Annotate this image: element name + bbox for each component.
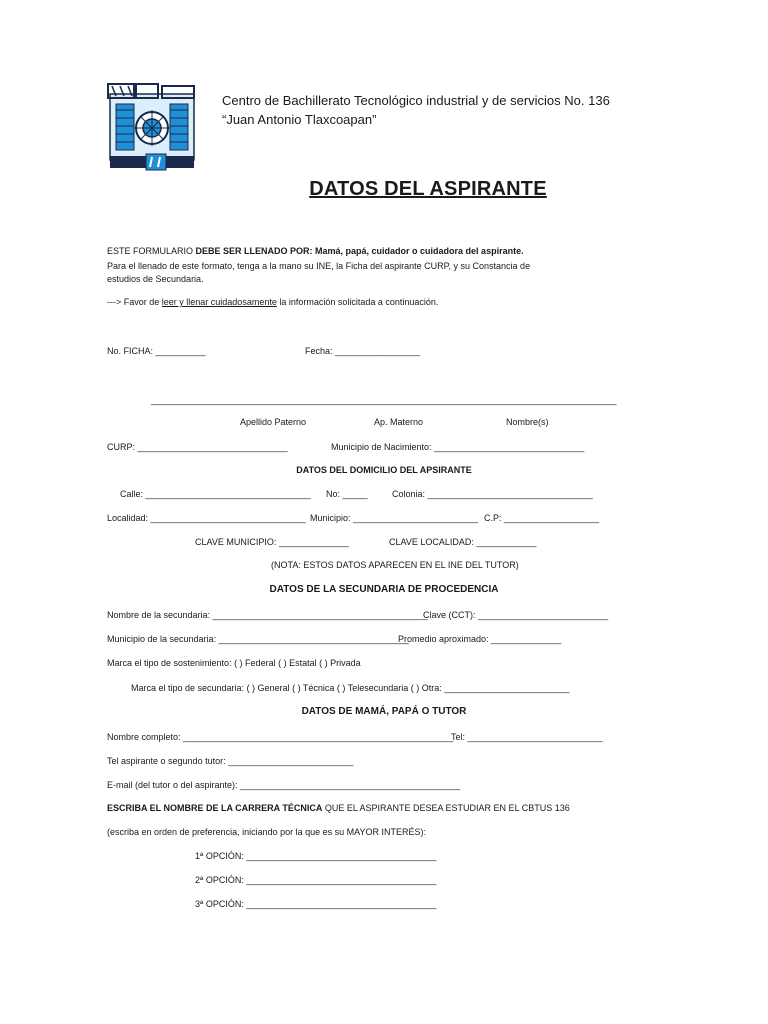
tutor-section-title: DATOS DE MAMÁ, PAPÁ O TUTOR xyxy=(301,706,467,717)
secundaria-municipio-field[interactable]: Municipio de la secundaria: ______________________________________ xyxy=(107,634,409,644)
intro-note-a: ---> Favor de xyxy=(107,297,162,307)
sostenimiento-options[interactable]: Marca el tipo de sostenimiento: ( ) Federal ( ) Estatal ( ) Privada xyxy=(107,658,361,668)
intro-note-underlined: leer y llenar cuidadosamente xyxy=(161,297,277,307)
apellido-paterno-label: Apellido Paterno xyxy=(240,417,307,427)
school-subname: “Juan Antonio Tlaxcoapan” xyxy=(222,112,377,127)
nombres-label: Nombre(s) xyxy=(506,417,549,427)
opcion-2-field[interactable]: 2ª OPCIÓN: ______________________________________ xyxy=(195,875,437,885)
intro-note xyxy=(107,296,438,308)
carrera-instruction xyxy=(107,802,570,814)
intro-text-a: ESTE FORMULARIO xyxy=(107,246,196,256)
ap-materno-label: Ap. Materno xyxy=(374,417,424,427)
opcion-3-field[interactable]: 3ª OPCIÓN: ______________________________________ xyxy=(195,899,437,909)
email-field[interactable]: E-mail (del tutor o del aspirante): ____________________________________________ xyxy=(107,780,461,790)
tutor-nombre-field[interactable]: Nombre completo: ______________________________________________________ xyxy=(107,732,454,742)
tutor-tel-field[interactable]: Tel: ___________________________ xyxy=(451,732,603,742)
clave-cct-field[interactable]: Clave (CCT): __________________________ xyxy=(423,610,609,620)
page-title: DATOS DEL ASPIRANTE xyxy=(309,178,547,200)
intro-line-3: estudios de Secundaria. xyxy=(107,274,204,284)
secundaria-section-title: DATOS DE LA SECUNDARIA DE PROCEDENCIA xyxy=(269,584,499,595)
cp-field[interactable]: C.P: ___________________ xyxy=(484,513,600,523)
calle-field[interactable]: Calle: _________________________________ xyxy=(120,489,311,499)
promedio-field[interactable]: Promedio aproximado: ______________ xyxy=(398,634,562,644)
carrera-instruction-bold: ESCRIBA EL NOMBRE DE LA CARRERA TÉCNICA xyxy=(107,803,323,813)
secundaria-nombre-field[interactable]: Nombre de la secundaria: ___________________________________________ xyxy=(107,610,428,620)
domicilio-note: (NOTA: ESTOS DATOS APARECEN EN EL INE DEL TUTOR) xyxy=(271,560,519,570)
clave-municipio-field[interactable]: CLAVE MUNICIPIO: ______________ xyxy=(195,537,349,547)
colonia-field[interactable]: Colonia: _________________________________ xyxy=(392,489,593,499)
full-name-line[interactable]: _____________________________________________________________________________________________ xyxy=(151,395,617,405)
municipio-nacimiento-field[interactable]: Municipio de Nacimiento: ______________________________ xyxy=(331,442,585,452)
intro-text-bold: DEBE SER LLENADO POR: Mamá, papá, cuidador o cuidadora del aspirante. xyxy=(195,246,524,256)
numero-field[interactable]: No: _____ xyxy=(326,489,368,499)
intro-instruction xyxy=(107,245,524,257)
intro-line-2: Para el llenado de este formato, tenga a la mano su INE, la Ficha del aspirante CURP, y su Constancia de xyxy=(107,261,531,271)
carrera-instruction-rest: QUE EL ASPIRANTE DESEA ESTUDIAR EN EL CBTUS 136 xyxy=(322,803,570,813)
localidad-field[interactable]: Localidad: _______________________________ xyxy=(107,513,306,523)
opcion-1-field[interactable]: 1ª OPCIÓN: ______________________________________ xyxy=(195,851,437,861)
domicilio-section-title: DATOS DEL DOMICILIO DEL APSIRANTE xyxy=(296,465,472,475)
tel-aspirante-field[interactable]: Tel aspirante o segundo tutor: _________________________ xyxy=(107,756,354,766)
municipio-field[interactable]: Municipio: _________________________ xyxy=(310,513,479,523)
clave-localidad-field[interactable]: CLAVE LOCALIDAD: ____________ xyxy=(389,537,537,547)
carrera-order-note: (escriba en orden de preferencia, iniciando por la que es su MAYOR INTERÉS): xyxy=(107,827,426,837)
curp-field[interactable]: CURP: ______________________________ xyxy=(107,442,288,452)
intro-note-c: la información solicitada a continuación. xyxy=(276,297,439,307)
tipo-secundaria-options[interactable]: Marca el tipo de secundaria: ( ) General ( ) Técnica ( ) Telesecundaria ( ) Otra: _________________________ xyxy=(131,683,570,693)
fecha-field[interactable]: Fecha: _________________ xyxy=(305,346,421,356)
school-name: Centro de Bachillerato Tecnológico industrial y de servicios No. 136 xyxy=(222,93,610,108)
school-logo-icon xyxy=(106,80,198,172)
ficha-field[interactable]: No. FICHA: __________ xyxy=(107,346,206,356)
